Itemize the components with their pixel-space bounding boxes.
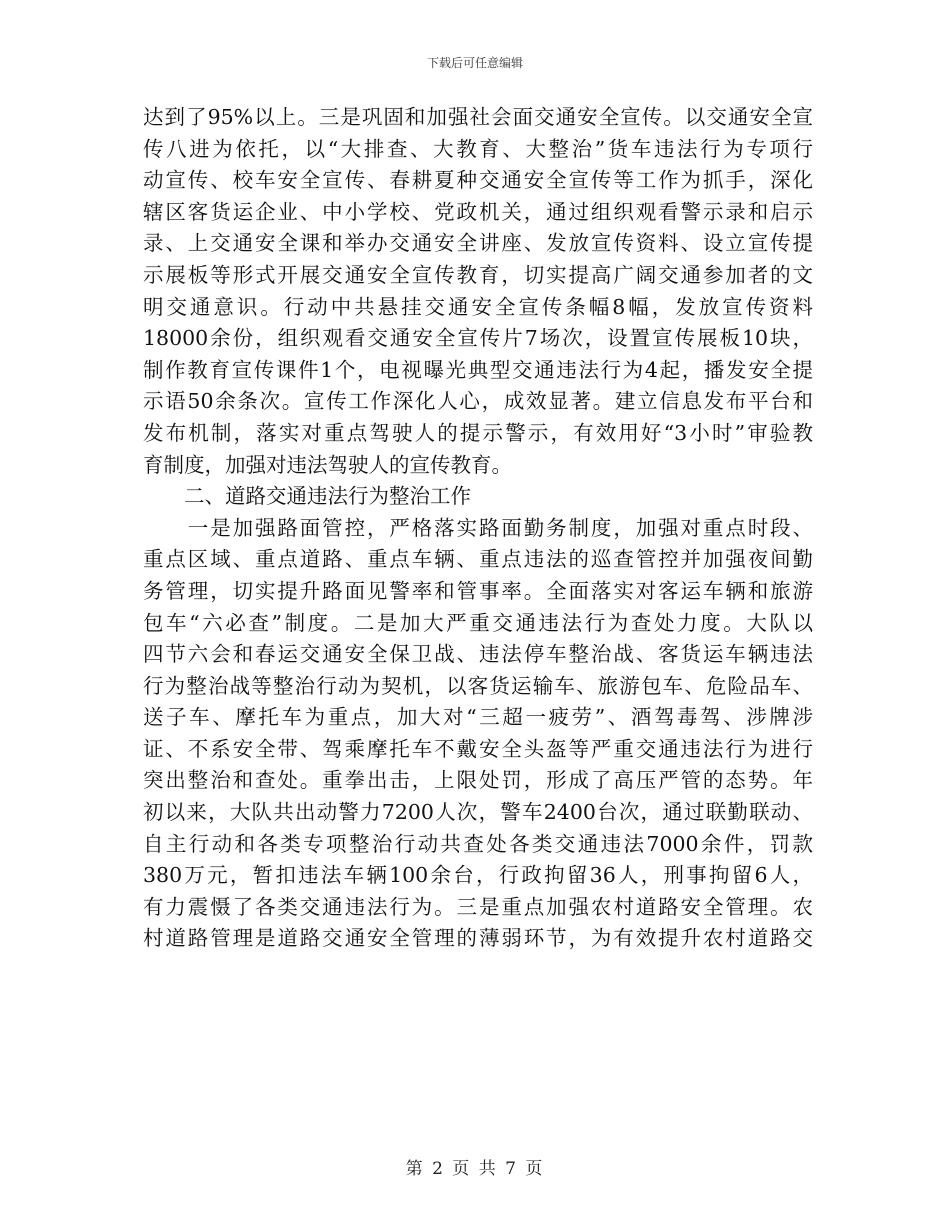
text-line: 证、不系安全带、驾乘摩托车不戴安全头盔等严重交通违法行为进行: [143, 736, 813, 761]
text-line: 录、上交通安全课和举办交通安全讲座、发放宣传资料、设立宣传提: [143, 231, 813, 256]
text-line: 四节六会和春运交通安全保卫战、违法停车整治战、客货运车辆违法: [143, 642, 813, 667]
text-line: 村道路管理是道路交通安全管理的薄弱环节，为有效提升农村道路交: [143, 926, 813, 951]
text-line: 包车“六必查”制度。二是加大严重交通违法行为查处力度。大队以: [143, 610, 813, 635]
page-footer: 第 2 页 共 7 页: [405, 1159, 545, 1179]
page-header: 下载后可任意编辑: [426, 56, 523, 70]
text-line: 行为整治战等整治行动为契机，以客货运输车、旅游包车、危险品车、: [143, 673, 813, 698]
text-line: 重点区域、重点道路、重点车辆、重点违法的巡查管控并加强夜间勤: [143, 547, 813, 572]
text-line: 发布机制，落实对重点驾驶人的提示警示，有效用好“3小时”审验教: [143, 420, 813, 445]
text-line: 初以来，大队共出动警力7200人次，警车2400台次，通过联勤联动、: [143, 800, 813, 825]
text-line: 自主行动和各类专项整治行动共查处各类交通违法7000余件，罚款: [143, 831, 813, 856]
text-line: 突出整治和查处。重拳出击，上限处罚，形成了高压严管的态势。年: [143, 768, 813, 793]
text-line: 送子车、摩托车为重点，加大对“三超一疲劳”、酒驾毒驾、涉牌涉: [143, 705, 813, 730]
text-line: 辖区客货运企业、中小学校、党政机关，通过组织观看警示录和启示: [143, 199, 813, 224]
text-line: 示展板等形式开展交通安全宣传教育，切实提高广阔交通参加者的文: [143, 262, 813, 287]
text-line: 传八进为依托，以“大排查、大教育、大整治”货车违法行为专项行: [143, 136, 813, 161]
section-heading: 二、道路交通违法行为整治工作: [143, 484, 471, 509]
text-line: 务管理，切实提升路面见警率和管事率。全面落实对客运车辆和旅游: [143, 578, 813, 603]
document-body: [143, 102, 813, 955]
text-line: 18000余份，组织观看交通安全宣传片7场次，设置宣传展板10块，: [143, 326, 813, 351]
text-line: 380万元，暂扣违法车辆100余台，行政拘留36人，刑事拘留6人，: [143, 863, 813, 888]
text-line: 有力震慑了各类交通违法行为。三是重点加强农村道路安全管理。农: [143, 894, 813, 919]
text-line: 育制度，加强对违法驾驶人的宣传教育。: [143, 452, 512, 477]
text-line: 明交通意识。行动中共悬挂交通安全宣传条幅8幅，发放宣传资料: [143, 294, 813, 319]
text-line: 一是加强路面管控，严格落实路面勤务制度，加强对重点时段、: [143, 515, 813, 540]
text-line: 示语50余条次。宣传工作深化人心，成效显著。建立信息发布平台和: [143, 389, 813, 414]
text-line: 达到了95%以上。三是巩固和加强社会面交通安全宣传。以交通安全宣: [143, 105, 813, 129]
text-line: 制作教育宣传课件1个，电视曝光典型交通违法行为4起，播发安全提: [143, 357, 813, 382]
text-line: 动宣传、校车安全宣传、春耕夏种交通安全宣传等工作为抓手，深化: [143, 168, 813, 193]
